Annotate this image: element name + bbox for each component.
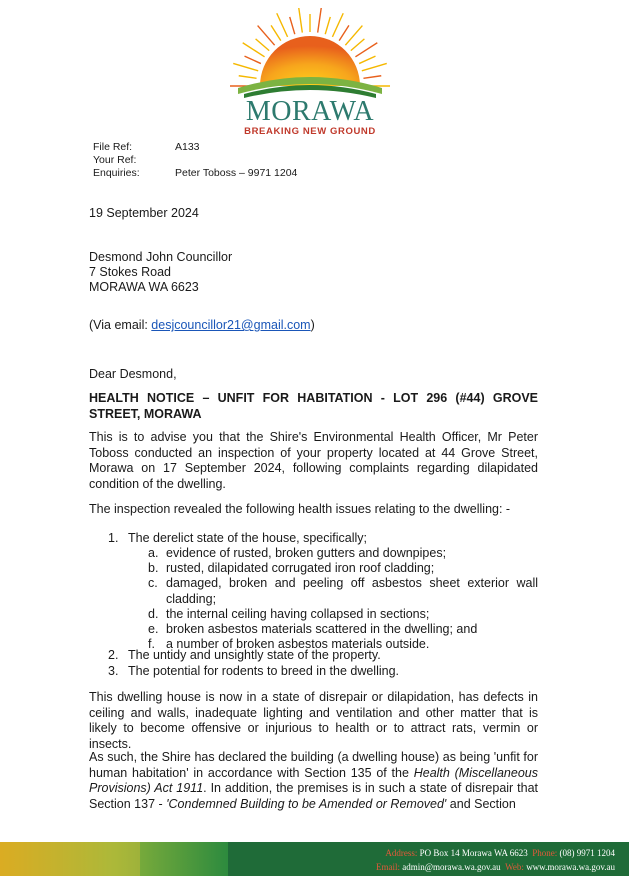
- sun-ray: [299, 8, 303, 33]
- list-text: rusted, dilapidated corrugated iron roof cladding;: [166, 561, 435, 576]
- paragraph-text: As such, the Shire has declared the building (a dwelling house) as being 'unfit for human habitation' in accordance with Section 135 of the: [89, 750, 538, 780]
- paragraph-text: . In addition, the premises is in such a state of disrepair that Section 137 -: [89, 781, 539, 811]
- ref-value: A133: [175, 141, 200, 153]
- list-item: [148, 607, 538, 622]
- web-label: Web:: [505, 862, 524, 872]
- ref-label: File Ref:: [93, 141, 133, 153]
- ref-row-enquiries: [93, 167, 297, 180]
- list-letter: f.: [148, 637, 155, 652]
- list-item: [148, 561, 538, 576]
- logo-tagline: BREAKING NEW GROUND: [244, 126, 376, 137]
- paragraph-text: and Section: [446, 796, 516, 811]
- sun-ray: [325, 17, 330, 34]
- paragraph-inspection: This is to advise you that the Shire's Environmental Health Officer, Mr Peter Toboss conducted an inspection of your property located at 44 Grove Street, Morawa on 17 September 2024, following complaints regarding dilapidated condition of the dwelling.: [89, 430, 538, 491]
- list-letter: b.: [148, 561, 159, 576]
- recipient-name: Desmond John Councillor: [89, 250, 233, 264]
- via-email-line: [89, 318, 315, 332]
- sun-ray: [243, 43, 265, 57]
- footer-web[interactable]: www.morawa.wa.gov.au: [526, 862, 615, 872]
- sun-ray: [245, 56, 261, 63]
- list-letter: e.: [148, 622, 159, 637]
- via-suffix: ): [310, 318, 315, 332]
- ref-row-your: [93, 154, 297, 167]
- list-item: [148, 622, 538, 637]
- footer-line-2: [376, 860, 615, 874]
- reference-block: [93, 141, 297, 180]
- address-label: Address:: [385, 848, 418, 858]
- subissues-list: [148, 546, 538, 652]
- list-number: 3.: [108, 663, 119, 678]
- sun-ray: [339, 25, 349, 40]
- list-letter: d.: [148, 606, 159, 621]
- ref-label: Your Ref:: [93, 154, 137, 166]
- sun-ray: [351, 39, 365, 51]
- issues-list-continued: [108, 648, 538, 679]
- list-text: damaged, broken and peeling off asbestos sheet exterior wall cladding;: [166, 576, 538, 606]
- list-text: the internal ceiling having collapsed in sections;: [166, 606, 430, 621]
- sun-ray: [362, 63, 387, 70]
- paragraph-issues-intro: The inspection revealed the following health issues relating to the dwelling: -: [89, 502, 511, 516]
- sun-ray: [318, 8, 322, 33]
- ref-label: Enquiries:: [93, 167, 140, 179]
- letter-heading: HEALTH NOTICE – UNFIT FOR HABITATION - LOT 296 (#44) GROVE STREET, MORAWA: [89, 391, 538, 421]
- list-number: 1.: [108, 531, 119, 545]
- logo-name: MORAWA: [245, 96, 375, 127]
- list-text: The untidy and unsightly state of the property.: [128, 648, 381, 662]
- paragraph-disrepair: This dwelling house is now in a state of disrepair or dilapidation, has defects in ceiling and walls, inadequate lighting and ventilation and other matter that is likely to become offensive or injurious to health or to attract rats, vermin or insects.: [89, 690, 538, 751]
- recipient-address: [89, 250, 232, 295]
- email-label: Email:: [375, 862, 400, 872]
- morawa-logo: [230, 8, 390, 137]
- letter-date: 19 September 2024: [89, 206, 199, 220]
- list-item: [148, 546, 538, 561]
- list-text: broken asbestos materials scattered in the dwelling; and: [166, 622, 478, 637]
- footer-phone: (08) 9971 1204: [559, 848, 615, 858]
- sun-ray: [359, 56, 375, 63]
- sun-ray: [256, 39, 270, 51]
- recipient-street: 7 Stokes Road: [89, 265, 171, 279]
- sun-ray: [363, 76, 381, 79]
- list-letter: c.: [148, 576, 158, 591]
- sun-ray: [277, 13, 288, 37]
- sun-ray: [239, 76, 257, 79]
- recipient-email-link[interactable]: desjcouncillor21@gmail.com: [151, 318, 311, 332]
- sunrise-icon: [230, 8, 390, 108]
- list-number: 2.: [108, 648, 119, 662]
- list-item: [108, 664, 538, 680]
- phone-label: Phone:: [532, 848, 558, 858]
- list-text: a number of broken asbestos materials outside.: [166, 637, 430, 652]
- recipient-city: MORAWA WA 6623: [89, 280, 199, 294]
- list-text: evidence of rusted, broken gutters and downpipes;: [166, 546, 447, 560]
- list-letter: a.: [148, 546, 159, 560]
- sun-ray: [355, 43, 377, 57]
- list-text: The potential for rodents to breed in the dwelling.: [128, 663, 400, 678]
- list-item: [148, 576, 538, 606]
- footer-address: PO Box 14 Morawa WA 6623: [419, 848, 528, 858]
- act-title: Health (Miscellaneous Provisions) Act 1911: [89, 765, 538, 795]
- footer-contact: [376, 846, 615, 874]
- salutation: Dear Desmond,: [89, 367, 177, 381]
- footer-email[interactable]: admin@morawa.wa.gov.au: [402, 862, 501, 872]
- sun-ray: [290, 17, 295, 34]
- via-prefix: (Via email:: [89, 318, 152, 332]
- ref-value: Peter Toboss – 9971 1204: [175, 167, 298, 179]
- paragraph-declaration: [89, 750, 538, 812]
- sun-ray: [233, 63, 258, 70]
- list-text: The derelict state of the house, specifically;: [128, 531, 368, 545]
- ref-row-file: [93, 141, 297, 154]
- section-title: 'Condemned Building to be Amended or Removed': [166, 796, 447, 811]
- sun-ray: [332, 13, 343, 37]
- list-item: [108, 648, 538, 664]
- issues-list: [108, 531, 538, 547]
- list-item: [108, 531, 538, 547]
- sun-ray: [271, 25, 281, 40]
- footer-line-1: [376, 846, 615, 860]
